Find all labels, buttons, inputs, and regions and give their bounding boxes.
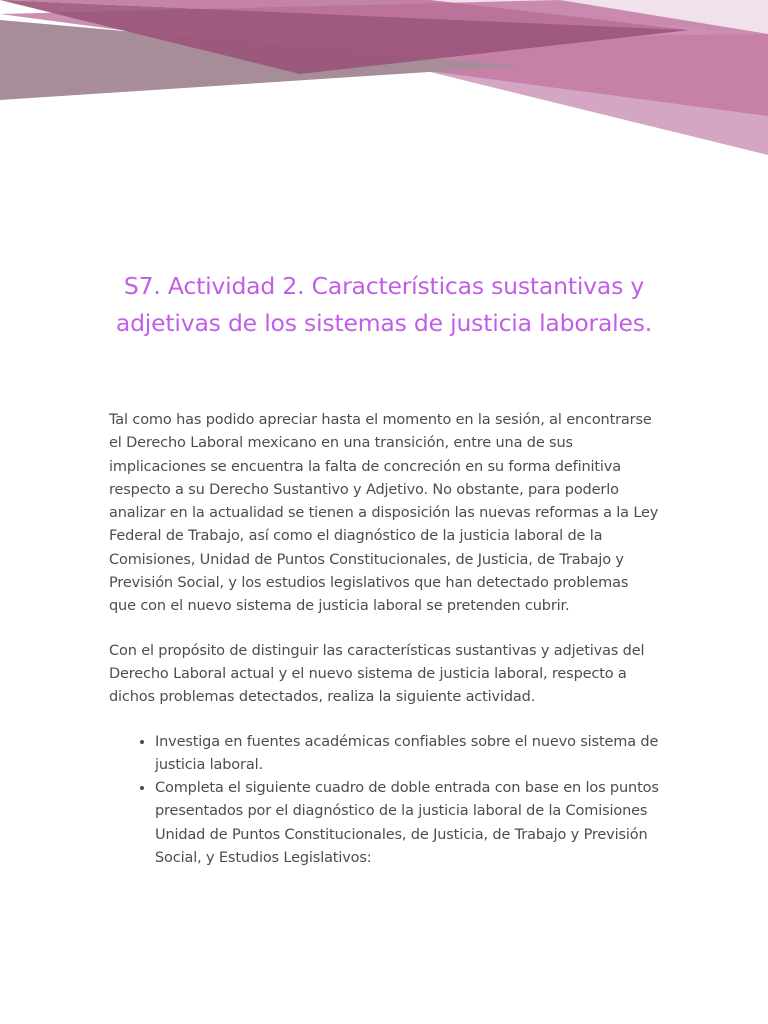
body-paragraph: Tal como has podido apreciar hasta el momento en la sesión, al encontrarse el Derecho Laboral mexicano en una transición, entre una de sus implicaciones se encuentra la falta de concreción en su forma definitiva respecto a su Derecho Sustantivo y Adjetivo. No obstante, para poderlo analizar en la actualidad se tienen a disposición las nuevas reformas a la Ley Federal de Trabajo, así como el diagnóstico de la justicia laboral de la Comisiones, Unidad de Puntos Constitucionales, de Justicia, de Trabajo y Previsión Social, y los estudios legislativos que han detectado problemas que con el nuevo sistema de justicia laboral se pretenden cubrir.	[109, 412, 659, 615]
bullet-item: • Completa el siguiente cuadro de doble entrada con base en los puntos presentados por el diagnóstico de la justicia laboral de la Comisiones Unidad de Puntos Constitucionales, de Justicia, de Trabajo y Previsión Social, y Estudios Legislativos:	[155, 777, 659, 870]
document-title: S7. Actividad 2. Características sustantivas y adjetivas de los sistemas de justicia laborales.	[115, 272, 653, 337]
decorative-header-banner	[0, 0, 768, 160]
activity-bullet-list	[109, 731, 659, 871]
bullet-item: • Investiga en fuentes académicas confiables sobre el nuevo sistema de justicia laboral.	[155, 731, 659, 778]
document-body	[109, 409, 659, 870]
body-paragraph: Con el propósito de distinguir las características sustantivas y adjetivas del Derecho Laboral actual y el nuevo sistema de justicia laboral, respecto a dichos problemas detectados, realiza la siguiente actividad.	[109, 642, 645, 706]
